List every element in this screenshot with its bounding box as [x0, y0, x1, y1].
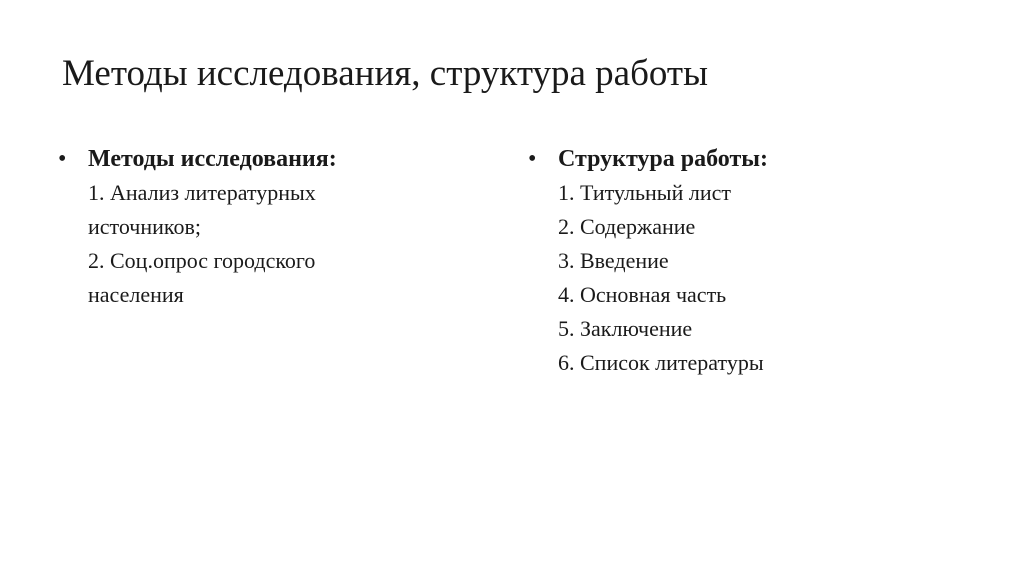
research-methods-block	[58, 142, 498, 312]
work-structure-item: 5. Заключение	[558, 316, 693, 341]
work-structure-block	[528, 142, 968, 380]
research-methods-bullet-row	[58, 142, 498, 312]
bullet-point: •	[528, 146, 537, 172]
research-methods-line: 1. Анализ литературных	[88, 180, 316, 205]
slide-title: Методы исследования, структура работы	[62, 53, 708, 94]
work-structure-content	[558, 142, 968, 380]
work-structure-bullet-row	[528, 142, 968, 380]
research-methods-line: 2. Соц.опрос городского	[88, 248, 316, 273]
work-structure-item: 4. Основная часть	[558, 282, 727, 307]
research-methods-content	[88, 142, 498, 312]
work-structure-item: 6. Список литературы	[558, 350, 764, 375]
bullet-point: •	[58, 146, 67, 172]
research-methods-line: населения	[88, 282, 184, 307]
work-structure-heading: Структура работы:	[558, 146, 769, 172]
research-methods-line: источников;	[88, 214, 201, 239]
work-structure-item: 1. Титульный лист	[558, 180, 731, 205]
research-methods-heading: Методы исследования:	[88, 146, 337, 172]
work-structure-item: 2. Содержание	[558, 214, 696, 239]
work-structure-item: 3. Введение	[558, 248, 669, 273]
